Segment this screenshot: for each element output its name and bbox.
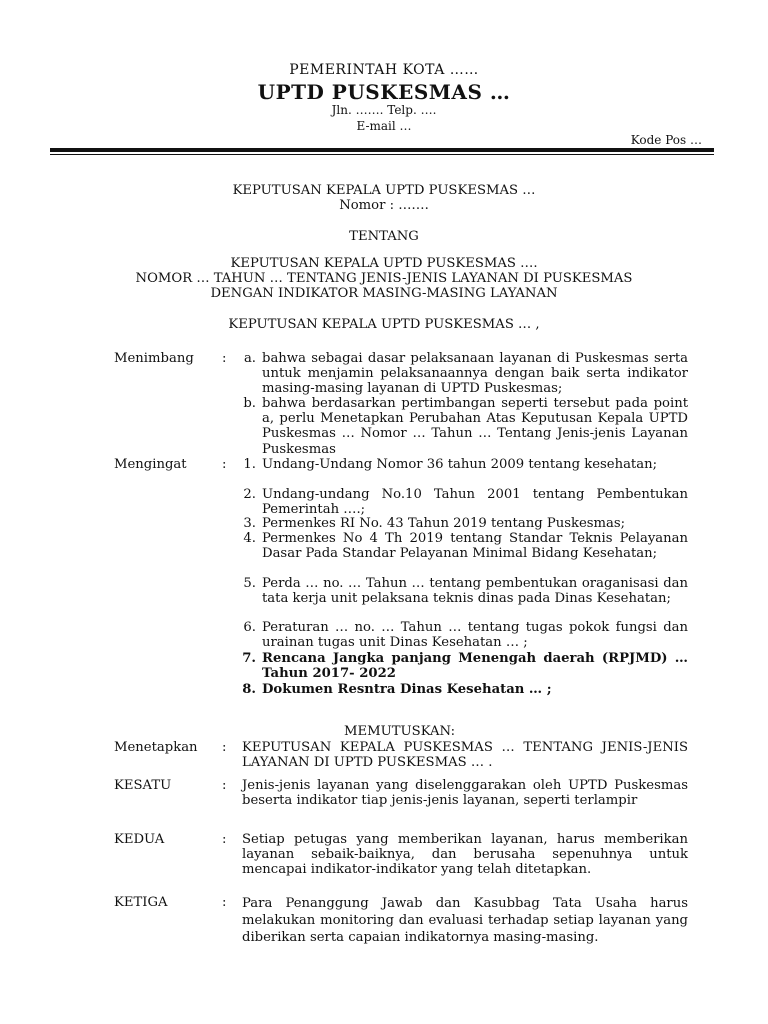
mengingat-item-number: 1. [243,457,256,472]
menetapkan-colon: : [222,740,227,755]
mengingat-item-text: Rencana Jangka panjang Menengah daerah (RPJMD) … Tahun 2017- 2022 [262,651,688,682]
mengingat-item-number: 7. [242,651,256,666]
mengingat-item-text: Undang-Undang Nomor 36 tahun 2009 tentang kesehatan; [262,457,658,472]
decree-authority: KEPUTUSAN KEPALA UPTD PUSKESMAS … , [228,317,540,332]
mengingat-item-text: Peraturan … no. … Tahun … tentang tugas pokok fungsi dan urainan tugas unit Dinas Kesehatan … ; [262,620,688,651]
mengingat-item-number: 8. [242,682,256,697]
decree-number: Nomor : ……. [339,198,429,213]
menimbang-label: Menimbang [114,351,194,366]
menimbang-point-b: bahwa berdasarkan pertimbangan seperti tersebut pada point a, perlu Menetapkan Perubahan Atas Keputusan Kepala UPTD Puskesmas … Nomor … Tahun … Tentang Jenis-jenis Layanan Puskesmas [262,396,688,457]
decree-subject-line2: NOMOR … TAHUN … TENTANG JENIS-JENIS LAYANAN DI PUSKESMAS [135,271,633,286]
menimbang-point-a: bahwa sebagai dasar pelaksanaan layanan di Puskesmas serta untuk menjamin pelaksanaannya dengan baik serta indikator masing-masing layanan di UPTD Puskesmas; [262,351,688,397]
kedua-label: KEDUA [114,832,165,847]
letterhead-postal-code: Kode Pos … [630,133,702,147]
menimbang-colon: : [222,351,227,366]
kedua-text: Setiap petugas yang memberikan layanan, harus memberikan layanan sebaik-baiknya, dan berusaha sepenuhnya untuk mencapai indikator-indikator yang telah ditetapkan. [242,832,688,878]
mengingat-item-text: Permenkes No 4 Th 2019 tentang Standar Teknis Pelayanan Dasar Pada Standar Pelayanan Minimal Bidang Kesehatan; [262,531,688,562]
kesatu-text: Jenis-jenis layanan yang diselenggarakan oleh UPTD Puskesmas beserta indikator tiap jenis-jenis layanan, seperti terlampir [242,778,688,809]
ketiga-label: KETIGA [114,895,168,910]
letterhead-divider-thick [50,148,714,152]
kesatu-label: KESATU [114,778,172,793]
decree-subject-line3: DENGAN INDIKATOR MASING-MASING LAYANAN [210,286,558,301]
mengingat-item-number: 3. [243,516,256,531]
letterhead-address: Jln. ……. Telp. …. [331,103,437,117]
mengingat-item-text: Undang-undang No.10 Tahun 2001 tentang Pembentukan Pemerintah ….; [262,487,688,518]
ketiga-text: Para Penanggung Jawab dan Kasubbag Tata Usaha harus melakukan monitoring dan evaluasi terhadap setiap layanan yang diberikan serta capaian indikatornya masing-masing. [242,896,688,945]
mengingat-label: Mengingat [114,457,187,472]
ketiga-colon: : [222,895,227,910]
decree-title: KEPUTUSAN KEPALA UPTD PUSKESMAS … [232,183,536,198]
mengingat-item-number: 5. [243,576,256,591]
letterhead-divider-thin [50,154,714,155]
decree-subject-line1: KEPUTUSAN KEPALA UPTD PUSKESMAS …. [230,256,538,271]
memutuskan-heading: MEMUTUSKAN: [344,724,456,739]
letterhead-government: PEMERINTAH KOTA …… [289,62,479,78]
kedua-colon: : [222,832,227,847]
mengingat-item-text: Permenkes RI No. 43 Tahun 2019 tentang Puskesmas; [262,516,626,531]
mengingat-item-number: 6. [243,620,256,635]
mengingat-item-number: 2. [243,487,256,502]
mengingat-item-number: 4. [243,531,256,546]
kesatu-colon: : [222,778,227,793]
mengingat-item-text: Dokumen Resntra Dinas Kesehatan … ; [262,682,552,697]
menetapkan-label: Menetapkan [114,740,198,755]
menetapkan-text: KEPUTUSAN KEPALA PUSKESMAS … TENTANG JENIS-JENIS LAYANAN DI UPTD PUSKESMAS … . [242,740,688,771]
mengingat-item-text: Perda … no. … Tahun … tentang pembentukan oraganisasi dan tata kerja unit pelaksana teknis dinas pada Dinas Kesehatan; [262,576,688,607]
letterhead-email: E-mail … [356,119,412,133]
menimbang-marker-a: a. [243,351,256,366]
letterhead-title: UPTD PUSKESMAS … [257,80,511,104]
menimbang-marker-b: b. [243,396,256,411]
decree-about-heading: TENTANG [349,229,419,244]
mengingat-colon: : [222,457,227,472]
